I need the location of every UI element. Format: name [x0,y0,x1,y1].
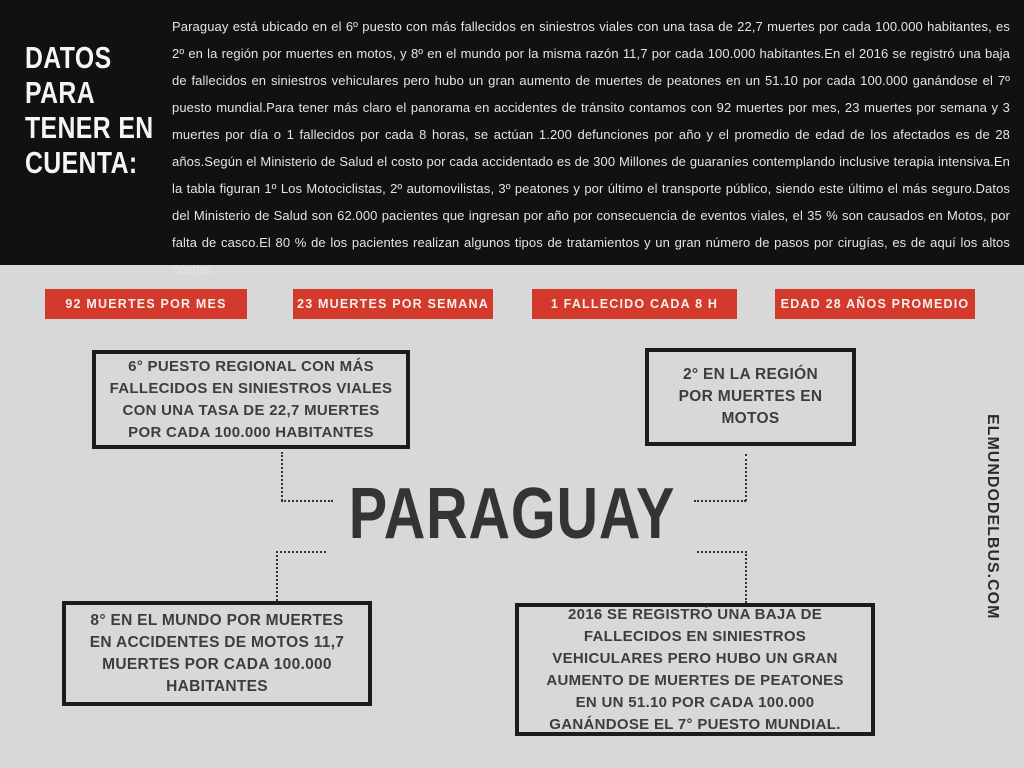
stat-line: FALLECIDOS EN SINIESTROS [583,627,807,645]
stat-line: HABITANTES [166,677,268,695]
stat-line: GANÁNDOSE EL 7° PUESTO MUNDIAL. [549,715,841,733]
connector-line [281,452,283,501]
connector-line [745,454,747,501]
connector-line [694,500,746,502]
stat-line: CON UNA TASA DE 22,7 MUERTES [122,401,380,419]
country-title: PARAGUAY [348,474,676,554]
site-watermark: ELMUNDODELBUS.COM [984,414,1001,620]
stat-line: 8° EN EL MUNDO POR MUERTES [90,611,344,629]
connector-line [745,551,747,603]
intro-paragraph: Paraguay está ubicado en el 6º puesto con más fallecidos en siniestros viales con una tasa de 22,7 muertes por cada 100.000 habitantes, es 2º en la región por muertes en motos, y 8º en el mundo por la misma razón 11,7 por cada 100.000 habitantes.En el 2016 se registró una baja de fallecidos en siniestros vehiculares pero hubo un gran aumento de muertes de peatones en un 51.10 por cada 100.000 ganándose el 7º puesto mundial.Para tener más claro el panorama en accidentes de tránsito contamos con 92 muertes por mes, 23 muertes por semana y 3 muertes por día o 1 fallecidos por cada 8 horas, se actúan 1.200 defunciones por año y el promedio de edad de los afectados es de 28 años.Según el Ministerio de Salud el costo por cada accidentado es de 300 Millones de guaraníes contemplando inclusive terapia intensiva.En la tabla figuran 1º Los Motociclistas, 2º automovilistas, 3º peatones y por último el transporte público, siendo este último el más seguro.Datos del Ministerio de Salud son 62.000 pacientes que ingresan por año por consecuencia de eventos viales, el 35 % son causados en Motos, por falta de casco.El 80 % de los pacientes realizan algunos tipos de tratamientos y un gran número de pasos por cirugías, es de aquí los altos costos. [172,19,1010,277]
page-title-line: TENER EN [25,110,154,145]
stat-box-mundo-motos [62,601,372,706]
stat-line: AUMENTO DE MUERTES DE PEATONES [546,671,844,689]
connector-line [281,500,333,502]
stat-line: EN UN 51.10 POR CADA 100.000 [575,693,815,711]
stat-box-baja-2016 [515,603,875,736]
stat-line: 6° PUESTO REGIONAL CON MÁS [128,357,374,375]
stat-line: MUERTES POR CADA 100.000 [102,655,332,673]
badge-edad-promedio: EDAD 28 AÑOS PROMEDIO [775,289,975,319]
connector-line [697,551,747,553]
stat-line: 2016 SE REGISTRÓ UNA BAJA DE [567,605,823,623]
stat-line: 2° EN LA REGIÓN [682,366,818,383]
page-title [25,40,153,180]
page-title-line: PARA [25,75,96,110]
badge-muertes-mes: 92 MUERTES POR MES [45,289,247,319]
page-title-line: CUENTA: [25,145,138,180]
stat-line: FALLECIDOS EN SINIESTROS VIALES [109,379,393,397]
connector-line [276,551,278,601]
stat-box-puesto-regional [92,350,410,449]
badge-muertes-semana: 23 MUERTES POR SEMANA [293,289,493,319]
stat-line: VEHICULARES PERO HUBO UN GRAN [552,649,838,667]
stat-line: POR CADA 100.000 HABITANTES [128,423,374,441]
connector-line [276,551,326,553]
stat-line: POR MUERTES EN [678,388,823,405]
badge-fallecido-8h: 1 FALLECIDO CADA 8 H [532,289,737,319]
stat-box-region-motos [645,348,856,446]
stat-line: MOTOS [721,410,780,427]
header-panel [0,0,1024,277]
stat-line: EN ACCIDENTES DE MOTOS 11,7 [89,633,345,651]
page-title-line: DATOS [25,40,112,75]
